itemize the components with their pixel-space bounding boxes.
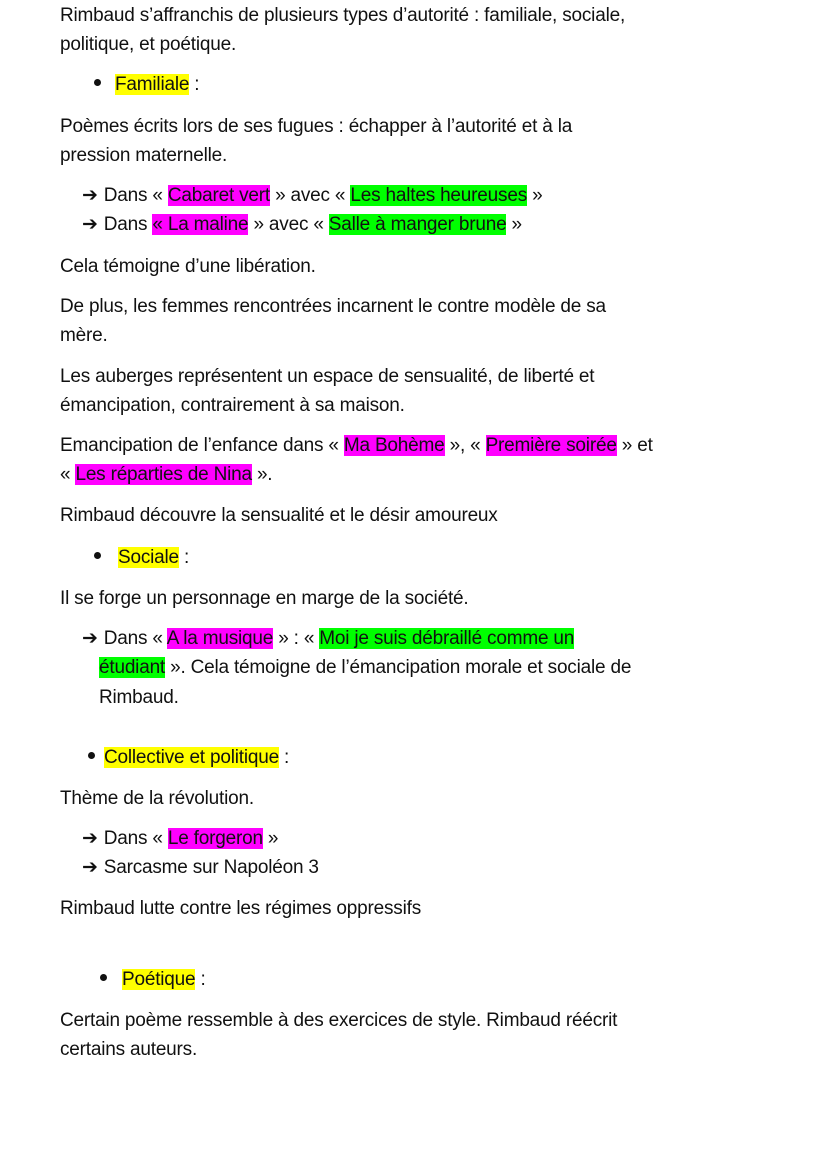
intro-line-1: Rimbaud s’affranchis de plusieurs types d’autorité : familiale, sociale, xyxy=(60,5,626,26)
bullet-icon xyxy=(88,752,95,759)
heading-sociale: Sociale : xyxy=(94,545,189,571)
arrow-right-icon: ➔ xyxy=(82,185,98,206)
auberges-line-2: émancipation, contrairement à sa maison. xyxy=(60,395,405,416)
bullet-icon xyxy=(94,79,101,86)
arrow-right-icon: ➔ xyxy=(82,828,98,849)
arrow-item-maline: ➔ Dans « La maline » avec « Salle à manger brune » xyxy=(82,212,522,238)
heading-politique: Collective et politique : xyxy=(88,745,289,771)
liberation-line: Cela témoigne d’une libération. xyxy=(60,256,316,277)
fugues-line-2: pression maternelle. xyxy=(60,145,228,166)
arrow-right-icon: ➔ xyxy=(82,628,98,649)
arrow-item-forgeron: ➔ Dans « Le forgeron » xyxy=(82,826,278,852)
auberges-line-1: Les auberges représentent un espace de sensualité, de liberté et xyxy=(60,366,595,387)
arrow-item-musique-2: étudiant ». Cela témoigne de l’émancipation morale et sociale de xyxy=(99,657,632,678)
fugues-line-1: Poèmes écrits lors de ses fugues : échapper à l’autorité et à la xyxy=(60,116,573,137)
heading-familiale: Familiale : xyxy=(94,72,199,98)
arrow-right-icon: ➔ xyxy=(82,214,98,235)
arrow-item-cabaret: ➔ Dans « Cabaret vert » avec « Les haltes heureuses » xyxy=(82,183,542,209)
revolution-line: Thème de la révolution. xyxy=(60,788,254,809)
enfance-line-2: « Les réparties de Nina ». xyxy=(60,464,273,485)
heading-poetique: Poétique : xyxy=(100,967,206,993)
sensualite-line: Rimbaud découvre la sensualité et le désir amoureux xyxy=(60,505,498,526)
regimes-line: Rimbaud lutte contre les régimes oppressifs xyxy=(60,898,422,919)
marge-line: Il se forge un personnage en marge de la société. xyxy=(60,588,469,609)
bullet-icon xyxy=(94,552,101,559)
femmes-line-2: mère. xyxy=(60,325,108,346)
style-line-2: certains auteurs. xyxy=(60,1039,198,1060)
enfance-line-1: Emancipation de l’enfance dans « Ma Bohème », « Première soirée » et xyxy=(60,435,653,456)
arrow-item-napoleon: ➔ Sarcasme sur Napoléon 3 xyxy=(82,855,319,881)
femmes-line-1: De plus, les femmes rencontrées incarnent le contre modèle de sa xyxy=(60,296,606,317)
intro-line-2: politique, et poétique. xyxy=(60,34,237,55)
arrow-right-icon: ➔ xyxy=(82,857,98,878)
arrow-item-musique-1: ➔ Dans « A la musique » : « Moi je suis débraillé comme un xyxy=(82,626,574,652)
arrow-item-musique-3: Rimbaud. xyxy=(99,687,179,708)
bullet-icon xyxy=(100,974,107,981)
style-line-1: Certain poème ressemble à des exercices de style. Rimbaud réécrit xyxy=(60,1010,618,1031)
